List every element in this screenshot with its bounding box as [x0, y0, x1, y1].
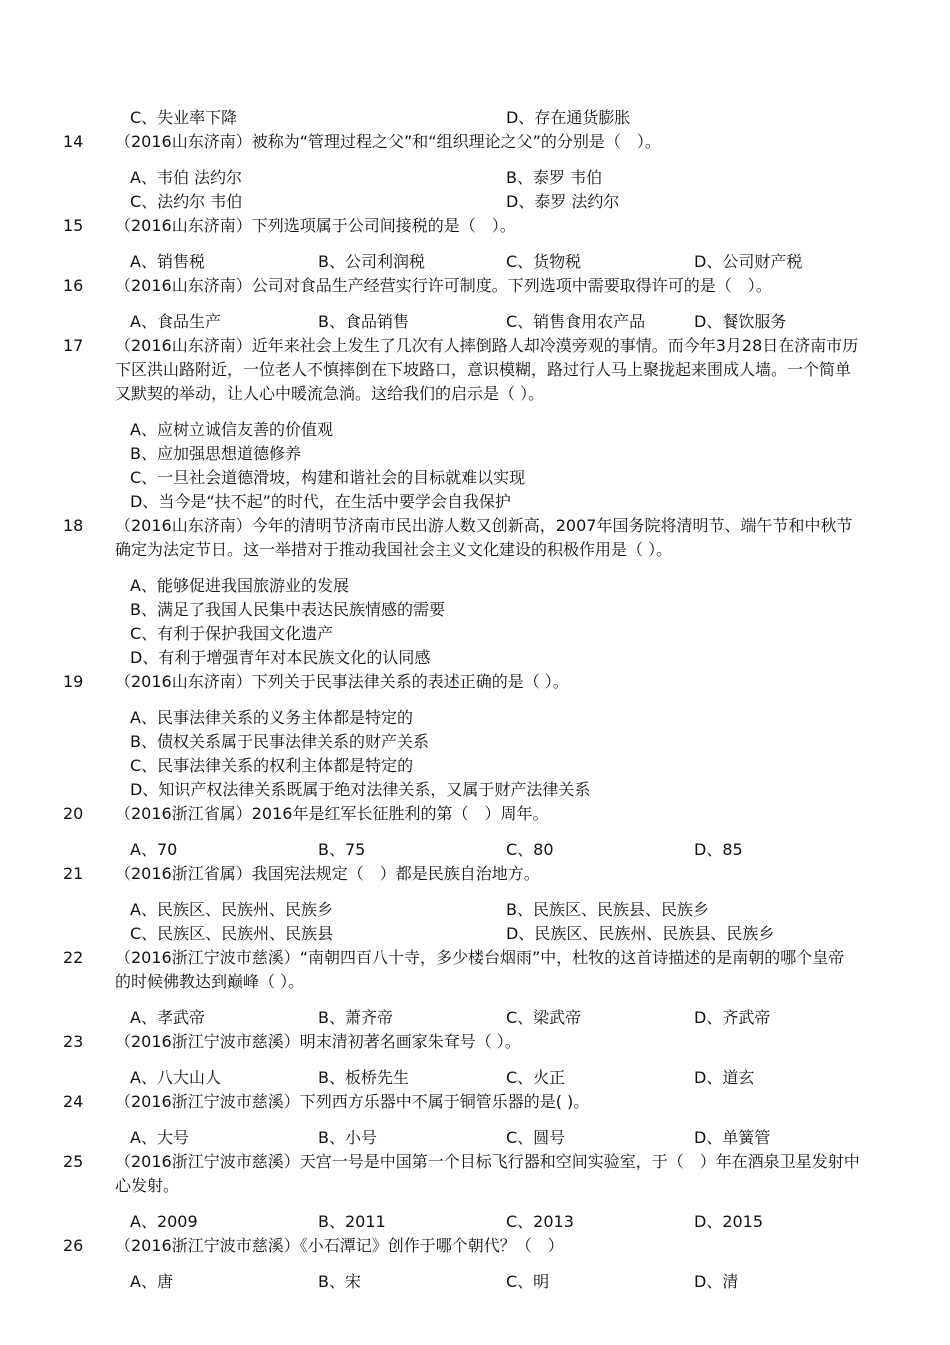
question-number: 20	[63, 804, 84, 823]
question-text: （2016浙江宁波市慈溪）《小石潭记》创作于哪个朝代？（ ）	[115, 1236, 564, 1255]
question-number: 22	[63, 948, 84, 967]
option-c: C、明	[506, 1272, 550, 1291]
option-c: C、2013	[506, 1212, 574, 1231]
option-a: A、八大山人	[130, 1068, 221, 1087]
question-number: 16	[63, 276, 84, 295]
option-b: B、应加强思想道德修养	[130, 444, 301, 463]
question-number: 26	[63, 1236, 84, 1255]
option-a: A、应树立诚信友善的价值观	[130, 420, 333, 439]
question-number: 25	[63, 1152, 84, 1171]
question-number: 24	[63, 1092, 84, 1111]
question-number: 15	[63, 216, 84, 235]
question-number: 14	[63, 132, 84, 151]
question-text: （2016山东济南）下列关于民事法律关系的表述正确的是（ ）。	[115, 672, 569, 691]
option-a: A、食品生产	[130, 312, 221, 331]
option-c: C、一旦社会道德滑坡，构建和谐社会的目标就难以实现	[130, 468, 526, 487]
option-b: B、75	[318, 840, 366, 859]
option-a: A、销售税	[130, 252, 205, 271]
question-text: （2016浙江省属）我国宪法规定（ ）都是民族自治地方。	[115, 864, 540, 883]
question-text: （2016浙江宁波市慈溪）天宫一号是中国第一个目标飞行器和空间实验室，于（ ）年在酒泉卫星发射中心发射。	[115, 1152, 860, 1195]
option-c: C、货物税	[506, 252, 582, 271]
question-text: （2016山东济南）近年来社会上发生了几次有人摔倒路人却冷漠旁观的事情。而今年3月28日在济南市历下区洪山路附近，一位老人不慎摔倒在下坡路口，意识模糊，路过行人马上聚拢起来围成人墙。一个简单又默契的举动，让人心中暖流急淌。这给我们的启示是（ ）。	[115, 336, 859, 403]
option-b: B、板桥先生	[318, 1068, 409, 1087]
option-a: A、孝武帝	[130, 1008, 205, 1027]
option-b: B、食品销售	[318, 312, 409, 331]
option-b: B、民族区、民族县、民族乡	[506, 900, 709, 919]
question-text: （2016山东济南）公司对食品生产经营实行许可制度。下列选项中需要取得许可的是（ ）。	[115, 276, 772, 295]
option-b: B、小号	[318, 1128, 377, 1147]
option-c: C、失业率下降	[130, 108, 238, 127]
option-d: D、有利于增强青年对本民族文化的认同感	[130, 648, 431, 667]
question-text: （2016浙江省属）2016年是红军长征胜利的第（ ）周年。	[115, 804, 549, 823]
question-text: （2016浙江宁波市慈溪）下列西方乐器中不属于铜管乐器的是( )。	[115, 1092, 590, 1111]
option-b: B、萧齐帝	[318, 1008, 393, 1027]
question-number: 17	[63, 336, 84, 355]
option-b: B、公司利润税	[318, 252, 425, 271]
option-d: D、清	[694, 1272, 739, 1291]
option-b: B、2011	[318, 1212, 386, 1231]
option-a: A、民族区、民族州、民族乡	[130, 900, 333, 919]
option-b: B、宋	[318, 1272, 361, 1291]
option-d: D、存在通货膨胀	[506, 108, 631, 127]
option-b: B、泰罗 韦伯	[506, 168, 603, 187]
question-text: （2016浙江宁波市慈溪）“南朝四百八十寺，多少楼台烟雨”中，杜牧的这首诗描述的是南朝的哪个皇帝的时候佛教达到巅峰（ ）。	[115, 948, 845, 991]
option-c: C、法约尔 韦伯	[130, 192, 243, 211]
option-c: C、梁武帝	[506, 1008, 582, 1027]
option-a: A、韦伯 法约尔	[130, 168, 243, 187]
option-c: C、火正	[506, 1068, 566, 1087]
option-c: C、圆号	[506, 1128, 566, 1147]
option-b: B、债权关系属于民事法律关系的财产关系	[130, 732, 429, 751]
question-text: （2016山东济南）今年的清明节济南市民出游人数又创新高，2007年国务院将清明节、端午节和中秋节确定为法定节日。这一举措对于推动我国社会主义文化建设的积极作用是（ ）。	[115, 516, 853, 559]
option-c: C、有利于保护我国文化遗产	[130, 624, 334, 643]
question-text: （2016山东济南）被称为“管理过程之父”和“组织理论之父”的分别是（ ）。	[115, 132, 661, 151]
question-text: （2016山东济南）下列选项属于公司间接税的是（ ）。	[115, 216, 516, 235]
option-d: D、餐饮服务	[694, 312, 787, 331]
option-d: D、泰罗 法约尔	[506, 192, 620, 211]
question-text: （2016浙江宁波市慈溪）明末清初著名画家朱耷号（ ）。	[115, 1032, 521, 1051]
option-a: A、大号	[130, 1128, 189, 1147]
option-d: D、当今是“扶不起”的时代，在生活中要学会自我保护	[130, 492, 511, 511]
option-d: D、公司财产税	[694, 252, 803, 271]
option-a: A、唐	[130, 1272, 173, 1291]
option-d: D、道玄	[694, 1068, 755, 1087]
question-number: 23	[63, 1032, 84, 1051]
option-a: A、70	[130, 840, 178, 859]
option-d: D、民族区、民族州、民族县、民族乡	[506, 924, 775, 943]
option-d: D、85	[694, 840, 743, 859]
option-d: D、齐武帝	[694, 1008, 771, 1027]
question-number: 19	[63, 672, 84, 691]
option-c: C、销售食用农产品	[506, 312, 646, 331]
option-a: A、能够促进我国旅游业的发展	[130, 576, 349, 595]
option-c: C、民族区、民族州、民族县	[130, 924, 334, 943]
question-number: 18	[63, 516, 84, 535]
option-c: C、80	[506, 840, 554, 859]
option-d: D、知识产权法律关系既属于绝对法律关系，又属于财产法律关系	[130, 780, 591, 799]
option-c: C、民事法律关系的权利主体都是特定的	[130, 756, 414, 775]
question-number: 21	[63, 864, 84, 883]
option-b: B、满足了我国人民集中表达民族情感的需要	[130, 600, 445, 619]
option-d: D、2015	[694, 1212, 764, 1231]
option-a: A、民事法律关系的义务主体都是特定的	[130, 708, 413, 727]
option-a: A、2009	[130, 1212, 198, 1231]
option-d: D、单簧管	[694, 1128, 771, 1147]
